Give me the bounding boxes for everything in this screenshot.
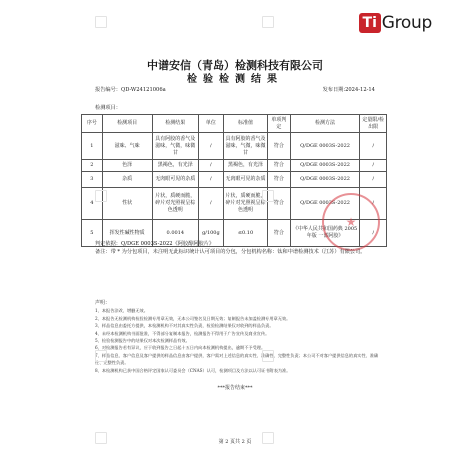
cell-limit: / — [360, 220, 387, 247]
header-standard: 标准值 — [223, 115, 267, 133]
declaration-notes — [95, 300, 385, 374]
cell-limit: / — [360, 133, 387, 160]
cell-limit: / — [360, 160, 387, 172]
cell-unit: / — [198, 133, 223, 160]
logo-text: Group — [381, 13, 432, 33]
watermark-icon — [95, 16, 107, 28]
cell-judge: 符合 — [268, 172, 291, 188]
tigroup-logo — [359, 13, 432, 33]
note-item: 2、本报告无检测机构检验检测专用章无效，无本公司签名及日期无效；复制报告未加盖检测专用章无效。 — [95, 315, 291, 321]
cell-unit: g/100g — [198, 220, 223, 247]
watermark-icon — [95, 432, 107, 444]
table-header-row — [82, 115, 387, 133]
header-no: 序号 — [82, 115, 103, 133]
notes-title: 声明： — [95, 300, 111, 306]
note-item: 8、本检测机构已获中国合格评定国家认可委员会（CNAS）认可，检测项目及方法以认可证书附表为准。 — [95, 367, 291, 373]
note-item: 1、本报告涂改、增删无效。 — [95, 308, 148, 314]
cell-limit: / — [360, 172, 387, 188]
cell-standard: 无肉眼可见的杂质 — [223, 172, 267, 188]
cell-judge: 符合 — [268, 220, 291, 247]
seal-star-icon: ★ — [345, 215, 357, 229]
cell-method: 《中华人民共和国药典 2005 年版 一部阿胶》 — [290, 220, 360, 247]
cell-standard: 片状，质硬而脆，碎片对光照视呈棕色透明 — [223, 188, 267, 220]
remark-text: 备注：带 * 为分包项目，未注明无此标识统计认可项目的分包，分包机构名称：钛和中谱检测技术（江苏）有限公司。 — [95, 249, 366, 255]
header-limit: 定量限/检出限 — [360, 115, 387, 133]
cell-unit: / — [198, 188, 223, 220]
note-item: 7、样品信息、客户信息及客户提供的样品信息由客户提供，客户需对上述信息的真实性、准确性、完整性负责；本公司不对客户提供信息的真实性、准确性、完整性负责。 — [95, 352, 379, 366]
cell-standard: 黑褐色，有光泽 — [223, 160, 267, 172]
cell-no: 4 — [82, 188, 103, 220]
watermark-icon — [95, 350, 107, 362]
cell-judge: 符合 — [268, 160, 291, 172]
cell-result: 黑褐色，有光泽 — [152, 160, 198, 172]
cell-unit: / — [198, 172, 223, 188]
table-row — [82, 160, 387, 172]
watermark-icon — [95, 190, 107, 202]
watermark-icon — [262, 16, 274, 28]
cell-limit: / — [360, 188, 387, 220]
cell-method: Q/DGE 0003S-2022 — [290, 172, 360, 188]
note-item: 4、未经本检测机构书面批准，不得部分复制本报告，检测报告不得用于广告宣传及商业宣传。 — [95, 330, 270, 336]
cell-item: 性状 — [102, 188, 152, 220]
header-unit: 单位 — [198, 115, 223, 133]
report-number: 报告编号：QD-W24121006a — [95, 87, 166, 93]
cell-item: 色泽 — [102, 160, 152, 172]
cell-no: 1 — [82, 133, 103, 160]
cell-result: 具有阿胶的香气及滋味，气微，味微甘 — [152, 133, 198, 160]
cell-item: 挥发性碱性物质 — [102, 220, 152, 247]
logo-mark: Ti — [359, 13, 381, 33]
header-item: 检测项目 — [102, 115, 152, 133]
end-of-report: ***报告结束*** — [217, 385, 253, 391]
cell-standard: 具有阿胶的香气及滋味，气微，味微甘 — [223, 133, 267, 160]
page-number: 第 2 页共 2 页 — [218, 439, 252, 445]
inspection-seal-stamp — [322, 193, 380, 251]
cell-no: 2 — [82, 160, 103, 172]
cell-no: 3 — [82, 172, 103, 188]
cell-method: Q/DGE 0003S-2022 — [290, 133, 360, 160]
table-row — [82, 133, 387, 160]
judgement-reference: 判定依据：Q/DGE 0003S-2022《阿胶醇阿胶片》 — [95, 241, 215, 247]
header-result: 检测结果 — [152, 115, 198, 133]
note-item: 6、对检测报告若有异议，应于收到报告之日起十五日内向本检测机构提出，逾期不予受理。 — [95, 345, 266, 351]
watermark-icon — [262, 350, 274, 362]
watermark-icon — [262, 190, 274, 202]
table-row — [82, 172, 387, 188]
cell-method: Q/DGE 0003S-2022 — [290, 188, 360, 220]
report-title: 检验检测结果 — [187, 74, 283, 85]
header-judge: 单项判定 — [268, 115, 291, 133]
issue-date: 发布日期:2024-12-14 — [322, 87, 375, 93]
note-item: 3、样品信息由委托方提供，本检测机构不对其真实性负责，检验检测结果仅对收到的样品负责。 — [95, 323, 274, 329]
cell-judge: 符合 — [268, 188, 291, 220]
cell-judge: 符合 — [268, 133, 291, 160]
cell-result: 片状，质硬而脆，碎片对光照视呈棕色透明 — [152, 188, 198, 220]
cell-item: 滋味、气味 — [102, 133, 152, 160]
cell-unit: / — [198, 160, 223, 172]
company-name: 中谱安信（青岛）检测科技有限公司 — [147, 59, 323, 72]
cell-result: 0.0014 — [152, 220, 198, 247]
cell-standard: ≤0.10 — [223, 220, 267, 247]
cell-method: Q/DGE 0003S-2022 — [290, 160, 360, 172]
header-method: 检测方法 — [290, 115, 360, 133]
note-item: 5、检验检测报告中的结果仅对本次检测样品有效。 — [95, 338, 190, 344]
cell-item: 杂质 — [102, 172, 152, 188]
section-label: 检测项目： — [95, 105, 121, 111]
cell-no: 5 — [82, 220, 103, 247]
cell-result: 无肉眼可见的杂质 — [152, 172, 198, 188]
watermark-icon — [262, 432, 274, 444]
